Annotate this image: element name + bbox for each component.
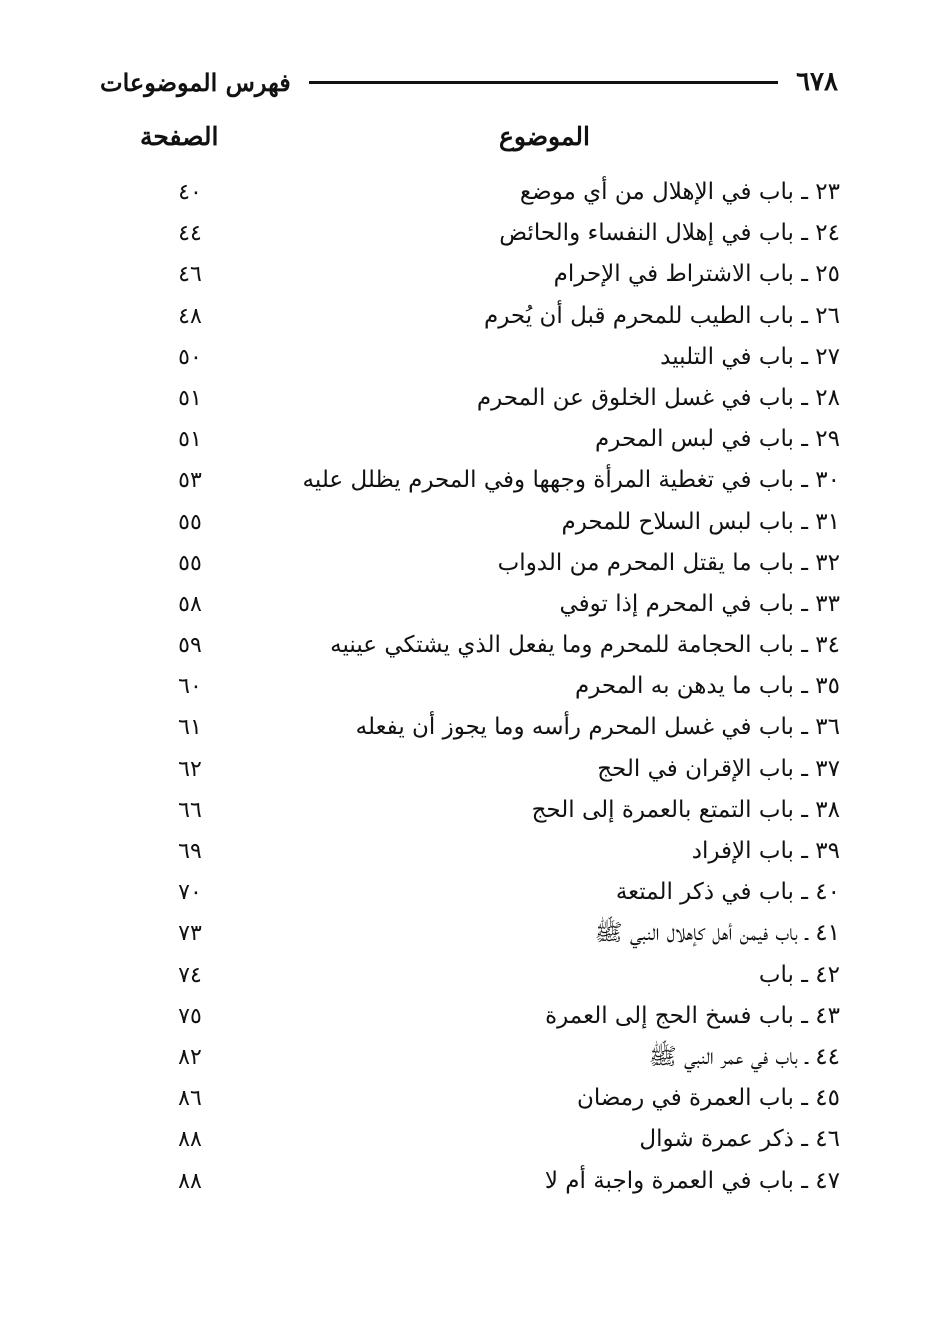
toc-entry-title: ٢٥ ـ باب الاشتراط في الإحرام: [553, 261, 840, 288]
toc-entry-title: ٢٦ ـ باب الطيب للمحرم قبل أن يُحرم: [484, 302, 840, 329]
toc-entry: [150, 666, 840, 707]
toc-entry: [150, 1078, 840, 1119]
toc-entry-title: ٣٤ ـ باب الحجامة للمحرم وما يفعل الذي يشتكي عينيه: [330, 632, 840, 659]
toc-entry-title: ٤٥ ـ باب العمرة في رمضان: [576, 1085, 840, 1112]
toc-entry-title: ٤٣ ـ باب فسخ الحج إلى العمرة: [545, 1002, 840, 1029]
toc-entry: [150, 1037, 840, 1078]
toc-entry-title: ٣٩ ـ باب الإفراد: [691, 838, 840, 864]
section-title: فهرس الموضوعات: [100, 67, 291, 97]
toc-entry-page-number: ٥٨: [178, 591, 202, 617]
toc-entry-title: ٣٦ ـ باب في غسل المحرم رأسه وما يجوز أن يفعله: [355, 714, 840, 741]
toc-entry: [150, 502, 840, 543]
toc-entry: [150, 1119, 840, 1160]
toc-entry-title: ٤٦ ـ ذكر عمرة شوال: [639, 1126, 840, 1153]
toc-entry-page-number: ٨٢: [178, 1044, 202, 1070]
toc-entry: [150, 213, 840, 254]
running-header: [100, 62, 838, 102]
toc-entry-page-number: ٥٥: [178, 550, 202, 576]
toc-entry: [150, 625, 840, 666]
toc-entry-title: ٣٢ ـ باب ما يقتل المحرم من الدواب: [497, 549, 840, 576]
toc-entry: [150, 254, 840, 295]
toc-entry-title: ٣٣ ـ باب في المحرم إذا توفي: [559, 590, 840, 617]
toc-entry: [150, 584, 840, 625]
toc-entry: [150, 996, 840, 1037]
toc-entry: [150, 543, 840, 584]
toc-entry: [150, 1161, 840, 1202]
toc-entry: [150, 955, 840, 996]
toc-entry-title: ٣٠ ـ باب في تغطية المرأة وجهها وفي المحرم يظلل عليه: [302, 467, 840, 494]
toc-entry-title: ٣٨ ـ باب التمتع بالعمرة إلى الحج: [531, 796, 840, 823]
toc-entry-page-number: ٥٣: [178, 468, 202, 494]
header-rule: [309, 81, 778, 84]
topic-column-header: الموضوع: [499, 122, 590, 151]
toc-entry-title: ٤٤ ـ باب في عمر النبي ﷺ: [648, 1043, 840, 1070]
page-number: ٦٧٨: [796, 67, 838, 97]
toc-entry-title: ٣٧ ـ باب الإقران في الحج: [597, 755, 840, 782]
toc-entry-page-number: ٧٥: [178, 1003, 202, 1029]
toc-entry: [150, 913, 840, 954]
toc-entry: [150, 707, 840, 748]
table-of-contents: [150, 172, 840, 1202]
toc-entry-title: ٢٧ ـ باب في التلبيد: [660, 343, 840, 370]
toc-entry: [150, 296, 840, 337]
toc-entry-page-number: ٦٢: [178, 756, 202, 782]
toc-entry-page-number: ٥٥: [178, 509, 202, 535]
toc-entry-title: ٢٨ ـ باب في غسل الخلوق عن المحرم: [476, 384, 840, 411]
toc-entry: [150, 337, 840, 378]
toc-entry-page-number: ٦١: [178, 715, 202, 741]
toc-entry-title: ٣١ ـ باب لبس السلاح للمحرم: [561, 508, 840, 535]
toc-entry-page-number: ٥١: [178, 427, 202, 453]
toc-entry-page-number: ٥٩: [178, 633, 202, 659]
toc-entry: [150, 172, 840, 213]
toc-entry-page-number: ٨٦: [178, 1086, 202, 1112]
toc-entry-title: ٢٩ ـ باب في لبس المحرم: [595, 426, 840, 453]
toc-entry-page-number: ٦٠: [178, 674, 202, 700]
toc-entry: [150, 460, 840, 501]
toc-entry-page-number: ٨٨: [178, 1168, 202, 1194]
toc-entry-title: ٢٤ ـ باب في إهلال النفساء والحائض: [499, 220, 840, 247]
toc-entry: [150, 378, 840, 419]
toc-entry-page-number: ٥٠: [178, 344, 202, 370]
toc-entry-page-number: ٧٣: [178, 921, 202, 947]
toc-entry-page-number: ٤٤: [178, 221, 202, 247]
toc-entry-title: ٤٧ ـ باب في العمرة واجبة أم لا: [544, 1167, 840, 1194]
toc-entry-page-number: ٤٦: [178, 262, 202, 288]
toc-entry: [150, 790, 840, 831]
toc-entry-page-number: ٤٨: [178, 303, 202, 329]
toc-entry: [150, 831, 840, 872]
toc-entry-title: ٤٠ ـ باب في ذكر المتعة: [615, 879, 840, 906]
toc-entry-title: ٣٥ ـ باب ما يدهن به المحرم: [574, 673, 840, 700]
toc-entry: [150, 872, 840, 913]
toc-entry-page-number: ٨٨: [178, 1127, 202, 1153]
toc-entry-title: ٢٣ ـ باب في الإهلال من أي موضع: [519, 179, 840, 205]
toc-entry: [150, 419, 840, 460]
toc-entry-page-number: ٧٤: [178, 962, 202, 988]
toc-entry-page-number: ٥١: [178, 385, 202, 411]
toc-entry: [150, 749, 840, 790]
page-column-header: الصفحة: [140, 122, 219, 151]
toc-entry-page-number: ٤٠: [178, 180, 202, 205]
column-headers: [130, 122, 590, 158]
toc-entry-page-number: ٦٦: [178, 797, 202, 823]
toc-entry-page-number: ٧٠: [178, 880, 202, 906]
toc-entry-title: ٤٢ ـ باب: [758, 961, 840, 988]
toc-entry-title: ٤١ ـ باب فيمن أهل كإهلال النبي ﷺ: [594, 920, 840, 947]
toc-entry-page-number: ٦٩: [178, 839, 202, 864]
